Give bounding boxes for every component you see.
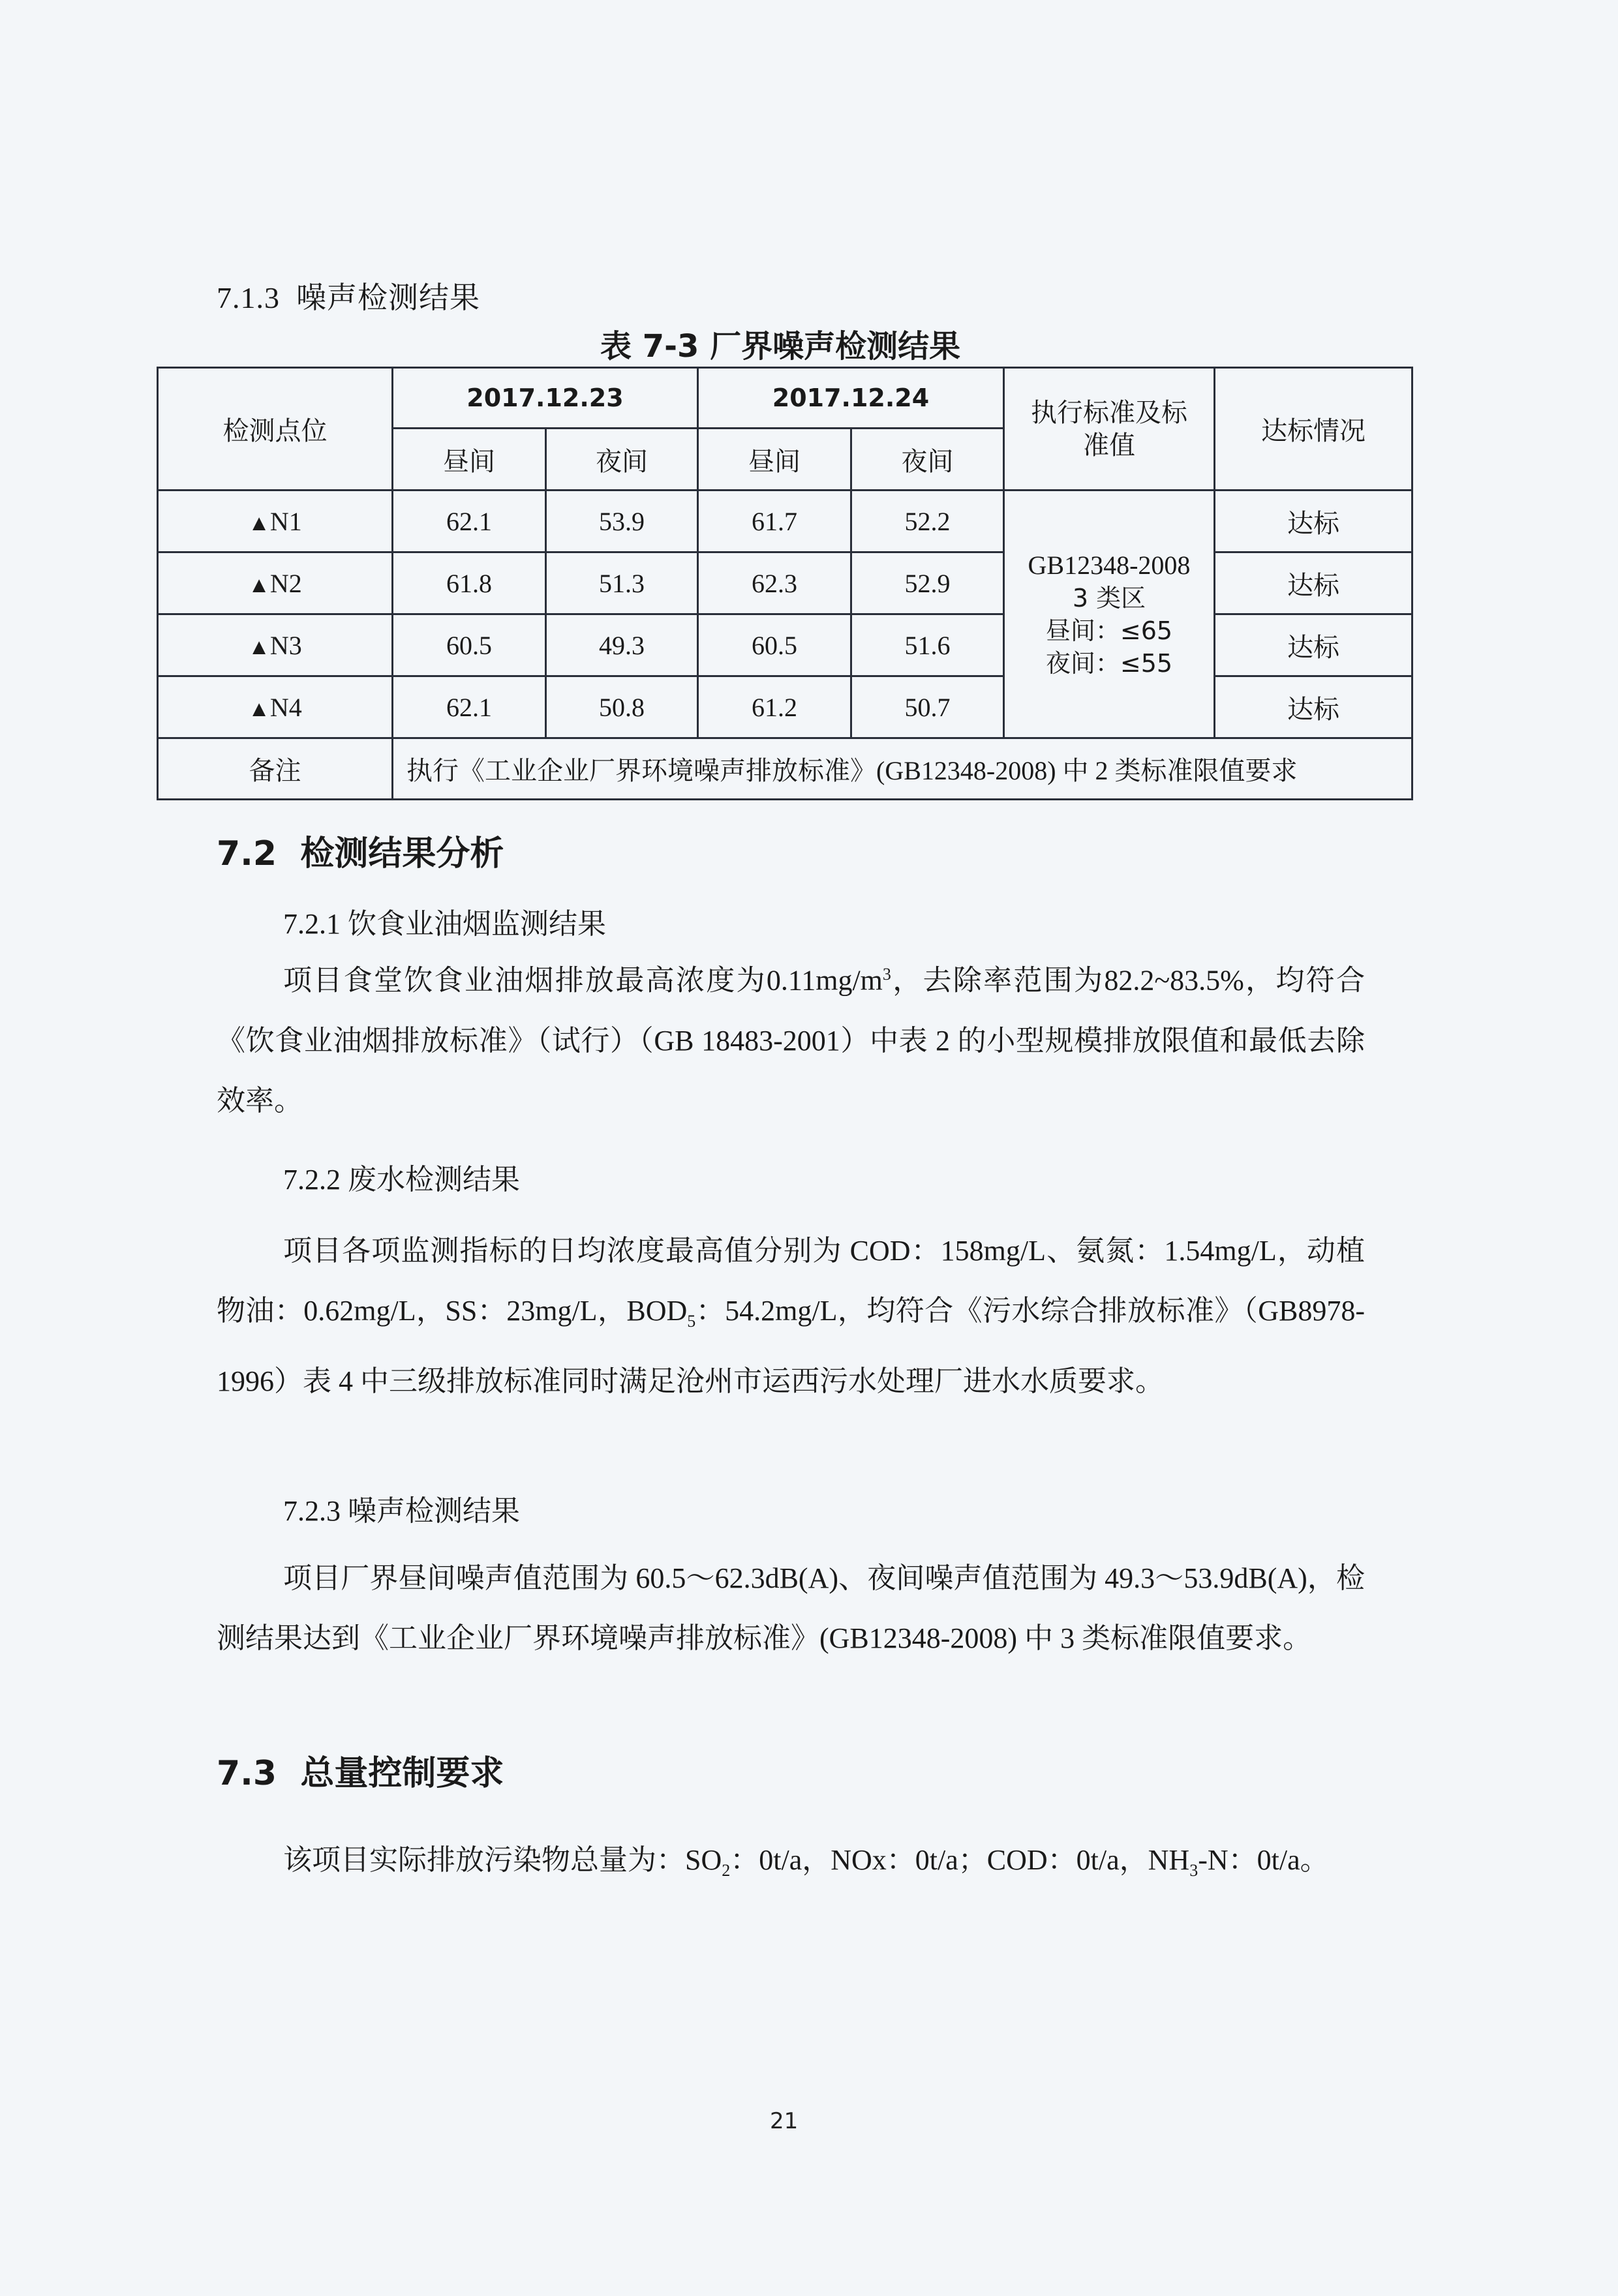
subsection-heading-7-2-1: 7.2.1 饮食业油烟监测结果 (283, 908, 606, 940)
section-title: 总量控制要求 (300, 1754, 504, 1793)
table-note-row (158, 738, 1412, 800)
note-text: 执行《工业企业厂界环境噪声排放标准》(GB12348-2008) 中 2 类标准限值要求 (393, 738, 1412, 800)
value-cell: 62.1 (393, 491, 546, 552)
header-date-1: 2017.12.23 (393, 368, 698, 429)
noise-results-table (157, 367, 1413, 800)
status-cell: 达标 (1215, 676, 1412, 738)
section-number: 7.1.3 (217, 281, 280, 314)
value-cell: 53.9 (546, 491, 698, 552)
section-number: 7.2 (217, 834, 277, 873)
value-cell: 62.3 (698, 552, 851, 614)
standard-day-limit: 昼间：≤65 (1045, 616, 1173, 645)
value-cell: 60.5 (393, 614, 546, 676)
subsection-heading-7-2-2: 7.2.2 废水检测结果 (283, 1164, 520, 1196)
standard-zone: 3 类区 (1072, 583, 1146, 612)
value-cell: 50.8 (546, 676, 698, 738)
value-cell: 61.2 (698, 676, 851, 738)
header-compliance: 达标情况 (1215, 368, 1412, 491)
note-label: 备注 (158, 738, 393, 800)
value-cell: 51.3 (546, 552, 698, 614)
header-standard: 执行标准及标准值 (1004, 368, 1215, 491)
standard-value-cell (1004, 491, 1215, 738)
point-cell: ▲N3 (158, 614, 393, 676)
section-number: 7.3 (217, 1754, 277, 1793)
section-heading-7-1-3 (217, 274, 480, 317)
table-row (158, 552, 1412, 614)
triangle-marker-icon: ▲ (248, 573, 270, 597)
value-cell: 52.2 (851, 491, 1004, 552)
section-heading-7-2 (217, 826, 504, 875)
paragraph-7-2-3: 项目厂界昼间噪声值范围为 60.5～62.3dB(A)、夜间噪声值范围为 49.3～53.9dB(A)，检测结果达到《工业企业厂界环境噪声排放标准》(GB12348-2008) 中 3 类标准限值要求。 (217, 1562, 1365, 1654)
value-cell: 61.7 (698, 491, 851, 552)
section-title: 检测结果分析 (300, 834, 504, 873)
standard-code: GB12348-2008 (1028, 550, 1191, 580)
value-cell: 50.7 (851, 676, 1004, 738)
paragraph-7-2-2: 项目各项监测指标的日均浓度最高值分别为 COD：158mg/L、氨氮：1.54mg/L，动植物油：0.62mg/L，SS：23mg/L，$BOD_5$：54.2mg/L，均符合《污水综合排放标准》（GB8978-1996）表 4 中三级排放标准同时满足沧州市运西污水处理厂进水水质要求。 (217, 1235, 1365, 1397)
paragraph-7-3: 该项目实际排放污染物总量为：$SO_2$：0t/a，NOx：0t/a；COD：0t/a，$NH_3-N$：0t/a。 (283, 1844, 1329, 1880)
header-d2-night: 夜间 (851, 429, 1004, 491)
page-number: 21 (770, 2108, 799, 2134)
section-title: 噪声检测结果 (296, 281, 480, 314)
point-cell: ▲N4 (158, 676, 393, 738)
status-cell: 达标 (1215, 614, 1412, 676)
table-caption: 表 7-3 厂界噪声检测结果 (600, 328, 961, 365)
value-cell: 60.5 (698, 614, 851, 676)
value-cell: 62.1 (393, 676, 546, 738)
header-point: 检测点位 (158, 368, 393, 491)
header-date-2: 2017.12.24 (698, 368, 1004, 429)
header-d1-day: 昼间 (393, 429, 546, 491)
point-cell: ▲N2 (158, 552, 393, 614)
triangle-marker-icon: ▲ (248, 635, 270, 659)
point-cell: ▲N1 (158, 491, 393, 552)
value-cell: 52.9 (851, 552, 1004, 614)
value-cell: 61.8 (393, 552, 546, 614)
value-cell: 49.3 (546, 614, 698, 676)
triangle-marker-icon: ▲ (248, 697, 270, 721)
section-heading-7-3 (217, 1745, 504, 1794)
standard-night-limit: 夜间：≤55 (1045, 648, 1173, 678)
status-cell: 达标 (1215, 491, 1412, 552)
table-header-row (158, 368, 1412, 429)
table-row (158, 676, 1412, 738)
table-row (158, 614, 1412, 676)
value-cell: 51.6 (851, 614, 1004, 676)
table-row (158, 491, 1412, 552)
status-cell: 达标 (1215, 552, 1412, 614)
subsection-heading-7-2-3: 7.2.3 噪声检测结果 (283, 1495, 520, 1527)
header-d1-night: 夜间 (546, 429, 698, 491)
header-d2-day: 昼间 (698, 429, 851, 491)
paragraph-7-2-1: 项目食堂饮食业油烟排放最高浓度为$0.11mg/m^3$，去除率范围为82.2~83.5%，均符合《饮食业油烟排放标准》（试行）（GB 18483-2001）中表 2 的小型规模排放限值和最低去除效率。 (217, 964, 1365, 1117)
triangle-marker-icon: ▲ (248, 511, 270, 536)
